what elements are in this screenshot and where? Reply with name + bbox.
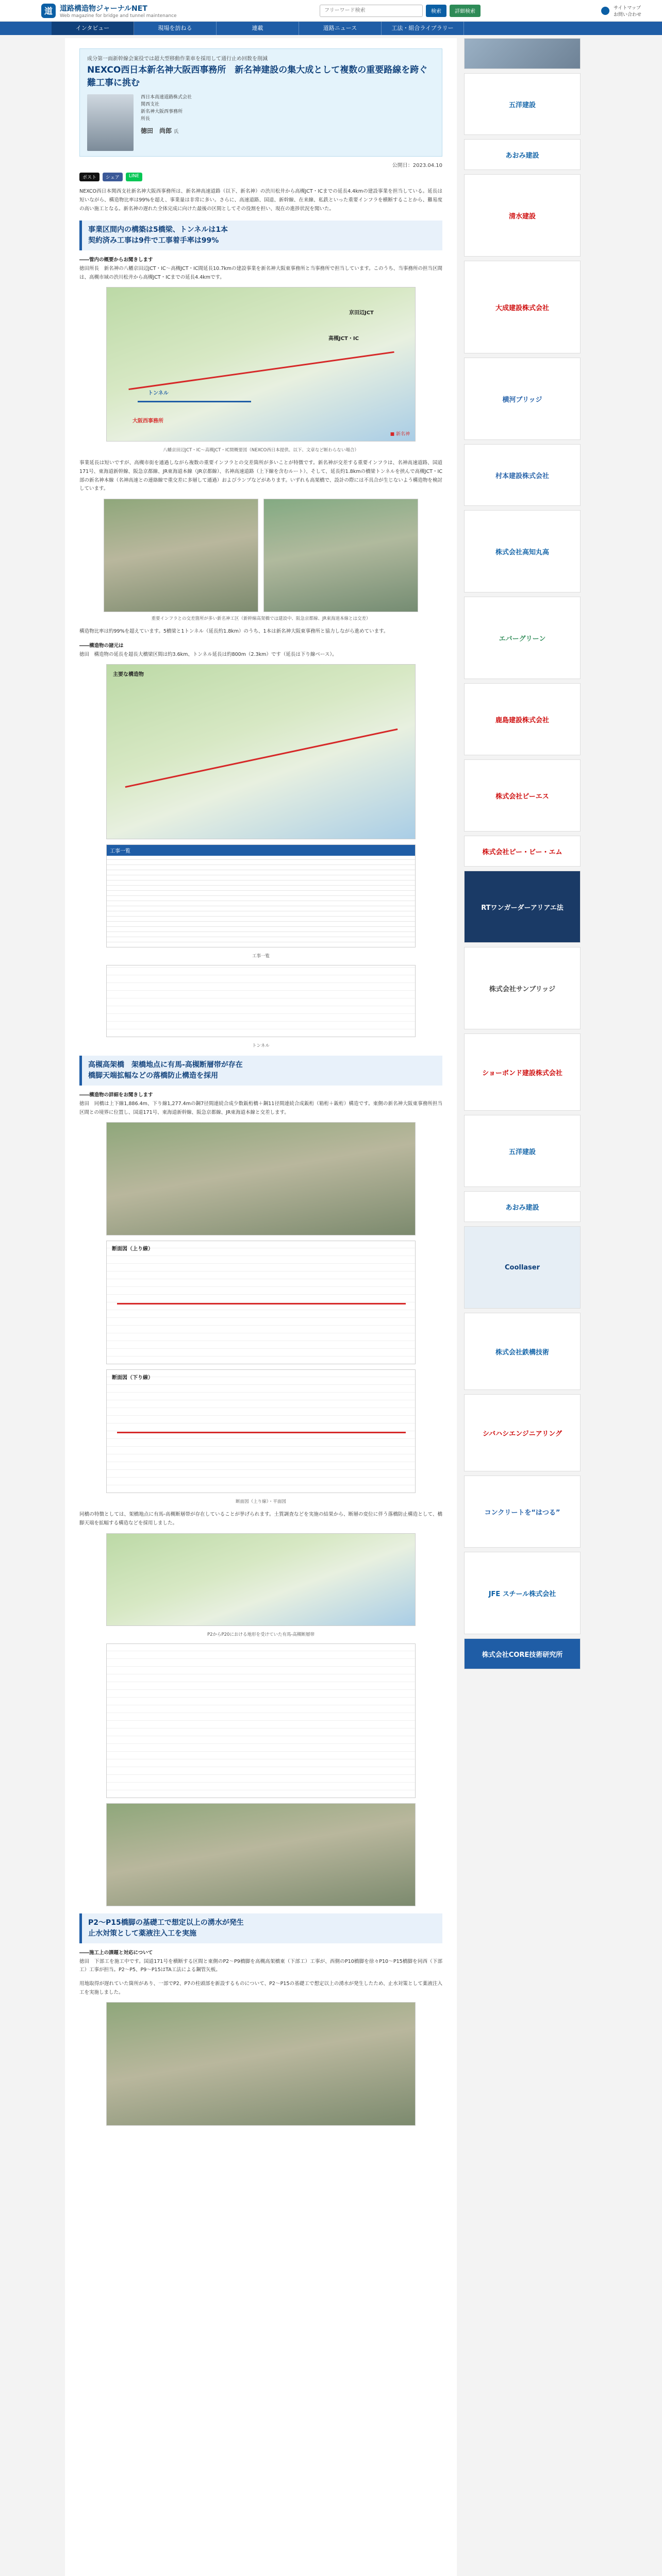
ad-yokogawa[interactable]: 横河ブリッジ (464, 358, 581, 440)
search-bar (320, 5, 481, 17)
section-1-question-2: ――構造物の諸元は (79, 642, 124, 649)
person-name (141, 126, 192, 136)
detail-search-button[interactable]: 詳細検索 (450, 5, 481, 17)
search-button[interactable]: 検索 (426, 5, 446, 17)
logo-mark-icon: 道 (41, 4, 56, 18)
ad-muramoto[interactable]: 村本建設株式会社 (464, 444, 581, 506)
sitemap-link[interactable]: サイトマップ (613, 5, 641, 11)
ad-hatsuru[interactable]: コンクリートを“はつる” (464, 1476, 581, 1548)
ad-goyo[interactable]: 五洋建設 (464, 73, 581, 135)
nav-library[interactable]: 工法・組合ライブラリー (382, 22, 464, 35)
section-2-para-1: 徳田 同橋は上下線1,886.4m、下り線1,277.4mの鋼7径間連続合成少数鈑桁橋＋鋼11径間連続合成鈑桁（箱桁＋鈑桁）構造です。東側の新名神大阪東事務所担当区間との境界に位置し、国道171号、東海道新幹線、阪急京都線、JR東海道本線と交差します。 (79, 1101, 442, 1115)
tunnel-line (138, 401, 251, 402)
article-header (79, 48, 442, 157)
table-caption: 工事一覧 (252, 954, 270, 959)
ad-kajima[interactable]: 鹿島建設株式会社 (464, 683, 581, 755)
contract-table-title: 工事一覧 (107, 845, 415, 856)
person-photo (87, 94, 134, 151)
ad-ps[interactable]: 株式会社ピーエス (464, 759, 581, 832)
site-header (0, 0, 662, 22)
article-lead: 成分第一面新幹線会案役では超大型移動作業車を採用して通行止め回数を削減 (87, 56, 268, 62)
pier-drawing (106, 1643, 416, 1798)
nav-series[interactable]: 連載 (217, 22, 299, 35)
section-1-question: ――管内の概要からお聞きします (79, 257, 153, 263)
contact-link[interactable]: お問い合わせ (613, 12, 641, 18)
tunnel-caption: トンネル (252, 1043, 270, 1049)
intro-paragraph: NEXCO西日本関西支社新名神大阪西事務所は、新名神高速道路（以下、新名神）の渋川松井から高槻JCT・ICまでの延長4.4kmの建設事業を担当している。延長は短いながら、構造物比率は99%を超え、事業量は非常に多い。さらに、高速道路、国道、新幹線、在来線、私鉄といった重要インフラを横断することから、難易度の高い施工となる。新名神の遅れた全体完成に向けた最後の区間としてその役割を担い、現在の進捗状況を聞いた。 (79, 189, 442, 212)
office-label: 大阪西事務所 (133, 418, 163, 425)
section-2-question: ――構造物の詳細をお聞きします (79, 1092, 153, 1098)
ad-evergreen[interactable]: エバーグリーン (464, 597, 581, 679)
route-line (128, 351, 394, 390)
ad-sunbridge[interactable]: 株式会社サンブリッジ (464, 947, 581, 1029)
sitemap-icon[interactable] (601, 7, 609, 15)
article-title: NEXCO西日本新名神大阪西事務所 新名神建設の集大成として複数の重要路線を跨ぐ難工事に挑む (87, 65, 428, 88)
person-name-text: 徳田 尚郎 (141, 127, 172, 135)
share-facebook-button[interactable]: シェア (103, 173, 123, 181)
route-overview-map (106, 287, 416, 442)
section-3-para-2: 用地取得が遅れていた箇所があり、一部でP2、P7の柱頭部を新設するものについて、P2～P15の基礎工で想定以上の湧水が発生したため、止水対策として薬液注入工を実施しました。 (79, 1980, 442, 1995)
ad-pbm[interactable]: 株式会社ピー・ビー・エム (464, 836, 581, 867)
structure-map-note: 主要な構造物 (113, 672, 144, 678)
structure-route-line (125, 728, 398, 788)
section-1-para-3: 構造物比率は約99%を超えています。5橋梁と1トンネル（延長約1.8km）のうち、1本は新名神大阪東事務所と協力しながら進めています。 (79, 628, 389, 634)
ad-showbond[interactable]: ショーボンド建設株式会社 (464, 1033, 581, 1111)
main-nav (0, 22, 662, 35)
share-line-button[interactable]: LINE (126, 173, 142, 181)
cross-section-down-title: 断面図（下り線） (112, 1375, 153, 1381)
bridge-figure-caption: 断面図（上り線）・平面図 (236, 1499, 286, 1505)
crossing-figures (79, 499, 442, 612)
nav-interview[interactable]: インタビュー (52, 22, 134, 35)
share-buttons (79, 173, 442, 181)
share-post-button[interactable]: ポスト (79, 173, 100, 181)
person-branch: 関西支社 (141, 102, 160, 108)
fault-caption: P2からP20における地形を受けていた有馬-高槻断層帯 (207, 1632, 315, 1637)
cross-section-up-title: 断面図（上り線） (112, 1246, 153, 1252)
aerial-photo-1 (104, 499, 258, 612)
person-title: 所長 (141, 116, 151, 122)
ad-shibahashi[interactable]: シバハシエンジニアリング (464, 1394, 581, 1471)
tunnel-label: トンネル (148, 391, 169, 397)
search-input[interactable] (320, 5, 423, 17)
bridge-line-down (117, 1432, 406, 1433)
ad-sidebar (464, 38, 581, 1673)
publish-date: 公開日：2023.04.10 (392, 163, 442, 169)
person-office: 新名神大阪西事務所 (141, 109, 183, 115)
nav-site-visit[interactable]: 現場を訪ねる (134, 22, 217, 35)
ad-tekko[interactable]: 株式会社鉄構技術 (464, 1313, 581, 1390)
ad-shimizu[interactable]: 清水建設 (464, 174, 581, 257)
bridge-plan-down (106, 1369, 416, 1493)
section-1-heading: 事業区間内の構築は5橋梁、トンネルは1本 契約済み工事は9件で工事着手率は99% (79, 221, 442, 250)
person-suffix: 氏 (174, 129, 179, 135)
section-1-para-1: 徳田所長 新名神の八幡京田辺JCT・IC～高槻JCT・IC間延長10.7kmの建設事業を新名神大阪東事務所と当事務所で担当しています。このうち、当事務所の担当区間は、高槻市域の渋川松井から高槻JCT・ICまでの延長4.4kmです。 (79, 266, 442, 280)
bridge-plan-up (106, 1241, 416, 1364)
section-2-para-2: 同橋の特徴としては、架橋地点に有馬-高槻断層帯が存在していることが挙げられます。土質調査などを実施の結果から、断層の変位に伴う落橋防止構造として、橋脚天端を拡幅する構造などを採用しました。 (79, 1512, 442, 1527)
section-3-question: ――施工上の課題と対応について (79, 1950, 153, 1956)
tunnel-profile-figure (106, 965, 416, 1037)
ad-rt-girder[interactable]: RTワンガーダーアリアエ法 (464, 871, 581, 943)
article-main (65, 38, 457, 2576)
ad-coollaser[interactable]: Coollaser (464, 1226, 581, 1309)
person-block (87, 94, 435, 151)
ad-banner-1[interactable] (464, 38, 581, 69)
nav-news[interactable]: 道路ニュース (299, 22, 382, 35)
section-2-heading: 高槻高架橋 架橋地点に有馬-高槻断層帯が存在 橋脚天端拡幅などの落橋防止構造を採用 (79, 1056, 442, 1086)
ad-aomi-2[interactable]: あおみ建設 (464, 1191, 581, 1222)
section-3-heading: P2～P15橋脚の基礎工で想定以上の湧水が発生 止水対策として薬液注入工を実施 (79, 1913, 442, 1943)
ad-goyo-2[interactable]: 五洋建設 (464, 1115, 581, 1187)
pier-construction-photo (106, 1803, 416, 1906)
site-title: 道路構造物ジャーナルNET (60, 4, 147, 13)
kyoto-label: 京田辺JCT (349, 310, 374, 316)
ad-kochimarutaka[interactable]: 株式会社高知丸高 (464, 510, 581, 592)
person-info (141, 94, 192, 151)
figure-1-caption: 八幡京田辺JCT・IC～高槻JCT・IC間概要図（NEXCO西日本提供、以下、文章など断わらない場合） (163, 448, 359, 453)
contract-table (106, 844, 416, 947)
map-legend: ■ 新名神 (390, 432, 410, 437)
ad-aomi[interactable]: あおみ建設 (464, 139, 581, 170)
person-company: 西日本高速道路株式会社 (141, 95, 192, 100)
jct-label: 高槻JCT・IC (328, 336, 359, 342)
ad-core[interactable]: 株式会社CORE技術研究所 (464, 1638, 581, 1669)
bridge-line-up (117, 1303, 406, 1304)
section-1-para-2: 事業延長は短いですが、高槻市街を通過しながら複数の重要インフラとの交差箇所が多いことが特徴です。新名神が交差する重要インフラは、名神高速道路、国道171号、東海道新幹線、阪急京都線、JR東海道本線（JR京都線）、名神高速道路（上下線を含むルート）、そして、延長約1.8kmの橋梁トンネルを挟んで高槻JCT・IC部の新名神本線（名神高速との連絡線で重交差に多層して通過）およびランプなどがあります。いずれも高架橋で、設計の際には不具合が生じないよう構造物を検討しています。 (79, 460, 442, 492)
section-1-para-4: 徳田 構造物の延長を超長大橋梁区間は約3.6km、トンネル延長は約800m（2.3km）です（延長は下り線ベース）。 (79, 651, 337, 657)
section-3-photo (106, 2002, 416, 2126)
ad-jfe[interactable]: JFE スチール株式会社 (464, 1552, 581, 1634)
aerial-photo-2 (263, 499, 418, 612)
figure-2-caption: 重要インフラとの交差箇所が多い新名神工区（新幹線高架橋では建設中、阪急京都線、JR東海道本線とは交差） (151, 616, 371, 621)
bridge-aerial-photo (106, 1122, 416, 1235)
header-links (601, 4, 641, 18)
fault-map (106, 1533, 416, 1626)
section-3-para-1: 徳田 下部工を施工中です。国道171号を横断する区間と東側のP2～P9橋脚を高槻高架橋東（下部工）工事が、西側のP10橋脚を徐々P10～P15橋脚を同西（下部工）工事が担当。P2～P5、P9～P15はTA工法による鋼管矢板。 (79, 1958, 442, 1973)
structure-map (106, 664, 416, 839)
site-subtitle: Web magazine for bridge and tunnel maintenance (60, 13, 177, 19)
ad-taisei[interactable]: 大成建設株式会社 (464, 261, 581, 353)
site-logo[interactable] (41, 3, 309, 19)
